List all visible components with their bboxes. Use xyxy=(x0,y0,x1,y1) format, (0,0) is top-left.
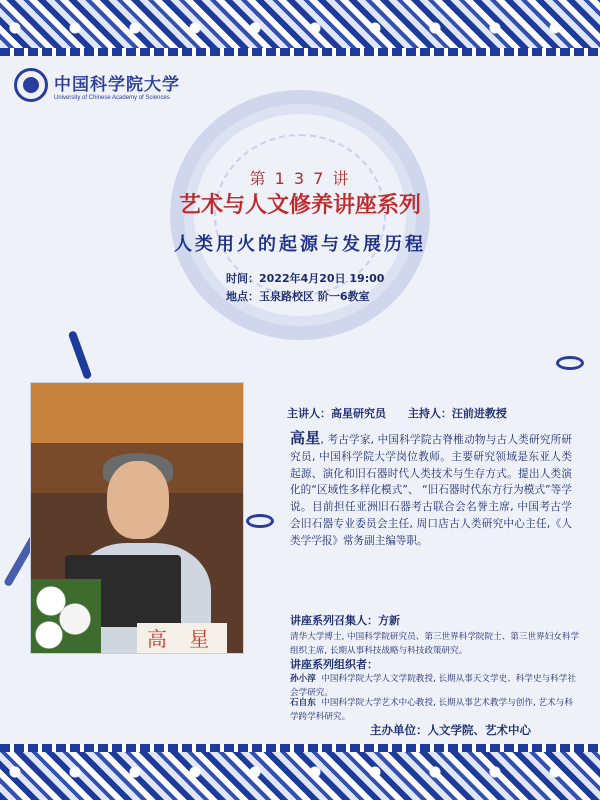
side-knot-decoration xyxy=(556,356,584,370)
organizer-name: 孙小淳 xyxy=(290,674,316,684)
top-porcelain-band xyxy=(0,0,600,56)
speaker-name: 高星 xyxy=(290,429,321,447)
host-label: 主持人：汪前进教授 xyxy=(407,407,507,420)
bottom-porcelain-band xyxy=(0,744,600,800)
lecture-time: 时间：2022年4月20日 19:00 xyxy=(226,272,385,285)
flower-arrangement xyxy=(31,579,101,654)
organizers-title: 讲座系列组织者： xyxy=(290,658,378,671)
speaker-row xyxy=(287,405,507,421)
convener-text: 清华大学博士, 中国科学院研究员、第三世界科学院院士、第三世界妇女科学组织主席, 长期从事科技战略与科技政策研究。 xyxy=(290,632,580,656)
speaker-photo xyxy=(30,382,244,654)
organizer-name: 石自东 xyxy=(290,698,316,708)
lecture-place: 地点：玉泉路校区 阶一6教室 xyxy=(226,290,370,303)
convener-title: 讲座系列召集人：方新 xyxy=(290,614,400,627)
lecturer-label: 主讲人：高星研究员 xyxy=(287,407,386,420)
host-units: 主办单位：人文学院、艺术中心 xyxy=(370,723,531,737)
side-knot-decoration xyxy=(246,514,274,528)
speaker-head xyxy=(107,461,169,539)
organizer-text: 中国科学院大学艺术中心教授, 长期从事艺术教学与创作, 艺术与科学跨学科研究。 xyxy=(290,698,573,722)
ucas-emblem-icon xyxy=(14,68,48,102)
series-title: 艺术与人文修养讲座系列 xyxy=(178,192,421,218)
organizer-text: 中国科学院大学人文学院教授, 长期从事天文学史、科学史与科学社会学研究。 xyxy=(290,674,576,698)
logo-english-name: University of Chinese Academy of Sciences xyxy=(54,94,170,101)
speaker-bio-text: , 考古学家, 中国科学院古脊椎动物与古人类研究所研究员, 中国科学院大学岗位教师。主要研究领域是东亚人类起源、演化和旧石器时代人类技术与生存方式。提出人类演化的“区域性多样化模式”、 “旧石器时代东方行为模式”等学说。目前担任亚洲旧石器考古联合会名誉主席, 中国考古学会旧石器专业委员会主任, 周口店古人类研究中心主任,《人类学学报》常务副主编等职。 xyxy=(290,434,572,547)
ucas-logo xyxy=(14,68,180,102)
nameplate: 高 星 xyxy=(137,623,227,654)
lecture-title: 人类用火的起源与发展历程 xyxy=(174,234,426,255)
lecture-number: 第 1 3 7 讲 xyxy=(249,169,351,188)
ink-branch-decoration xyxy=(68,330,93,380)
organizer-item xyxy=(290,696,580,724)
logo-chinese-name: 中国科学院大学 xyxy=(54,74,180,95)
speaker-bio xyxy=(290,430,572,550)
